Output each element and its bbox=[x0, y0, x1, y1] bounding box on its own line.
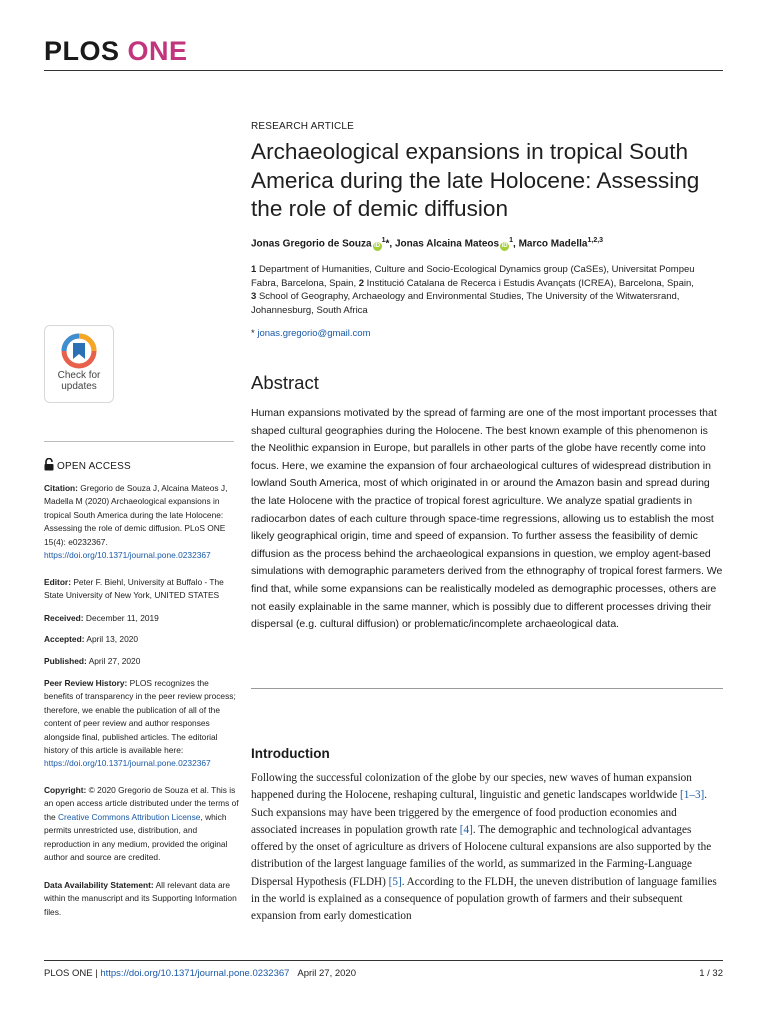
received-date: Received: December 11, 2019 bbox=[44, 613, 159, 623]
affiliations bbox=[251, 263, 723, 317]
footer-journal: PLOS ONE bbox=[44, 968, 93, 979]
corresponding-mark: * bbox=[385, 238, 390, 250]
journal-logo bbox=[44, 38, 188, 65]
author-name[interactable]: Marco Madella bbox=[518, 238, 588, 250]
check-updates-line1: Check for bbox=[57, 370, 101, 381]
article-title: Archaeological expansions in tropical South America during the late Holocene: Assessing the role of demic diffusion bbox=[251, 139, 700, 221]
editor-block: Editor: Peter F. Biehl, University at Buffalo - The State University of New York, UNITED STATES bbox=[44, 577, 224, 601]
citation-doi-link[interactable]: https://doi.org/10.1371/journal.pone.0232367 bbox=[44, 550, 211, 561]
abstract-divider bbox=[251, 688, 723, 689]
affil-num: 1 bbox=[251, 264, 257, 275]
author-name[interactable]: Jonas Gregorio de Souza bbox=[251, 238, 372, 250]
citation-block: Citation: Gregorio de Souza J, Alcaina Mateos J, Madella M (2020) Archaeological expansions in tropical South America during the late Holocene: Assessing the role of demic diffusion. PLoS ONE 15(4): e0232367. https://doi.org/10.1371/journal.pone.0232367 bbox=[44, 483, 228, 561]
reference-link[interactable]: [1–3] bbox=[680, 789, 705, 802]
license-link[interactable]: Creative Commons Attribution License bbox=[57, 811, 201, 822]
check-for-updates-badge[interactable] bbox=[44, 325, 114, 403]
abstract-text: Human expansions motivated by the spread of farming are one of the most important processes that shaped cultural geographies during the Holocene. The best known example of this phenomenon is the Neolithic expansion in Europe, but parallels in other parts of the globe have recently come into focus. Here, we examine the expansion of four archaeological cultures of widespread distribution in lowland South America, most of which originated in or around the Amazon basin and spread during the late Holocene with the practice of tropical forest agriculture. We analyze spatial gradients in radiocarbon dates of each culture through space-time regressions, allowing us to establish the most likely geographical origin, time and speed of expansion. To further assess the feasibility of demic diffusion as the process behind the archaeological expansions in question, we employ agent-based simulations with demographic parameters derived from the ethnography of tropical forest farmers. We find that, while some expansions can be realistically modeled as demographic processes, others are not easily explainable in the same manner, which is possibly due to different processes driving their dispersal (e.g. cultural diffusion) or problematic/incomplete archaeological data. bbox=[251, 407, 723, 631]
affil-text: Institució Catalana de Recerca i Estudis Avançats (ICREA), Barcelona, Spain, bbox=[366, 277, 694, 289]
footer-date: April 27, 2020 bbox=[297, 968, 356, 979]
header-divider bbox=[44, 70, 723, 71]
copyright-block: Copyright: © 2020 Gregorio de Souza et al. This is an open access article distributed under the terms of the Creative Commons Attribution License, which permits unrestricted use, distribution, and reproduction in any medium, provided the original author and source are credited. bbox=[44, 785, 239, 863]
accepted-date: Accepted: April 13, 2020 bbox=[44, 634, 139, 644]
footer-doi-link[interactable]: https://doi.org/10.1371/journal.pone.0232367 bbox=[100, 968, 290, 979]
open-lock-icon bbox=[44, 458, 54, 471]
affil-text: School of Geography, Archaeology and Environmental Studies, The University of the Witwatersrand, Johannesburg, South Africa bbox=[251, 291, 680, 316]
author-name[interactable]: Jonas Alcaina Mateos bbox=[394, 238, 500, 250]
peer-review-block: Peer Review History: PLOS recognizes the benefits of transparency in the peer review process; therefore, we enable the publication of all of the content of peer review and author responses alongside final, published articles. The editorial history of this article is available here: https://doi.org/10.1371/journal.pone.0232367 bbox=[44, 678, 236, 769]
open-access-label: OPEN ACCESS bbox=[44, 458, 131, 472]
author-affil-sup: 1 bbox=[381, 237, 386, 244]
author-list: Jonas Gregorio de Souza $iD^1*$, Jonas Alcaina Mateos $iD^1$, Marco Madella$^{1,2,3}$ bbox=[251, 237, 604, 250]
affil-num: 2 bbox=[358, 277, 365, 289]
peer-review-link[interactable]: https://doi.org/10.1371/journal.pone.0232367 bbox=[44, 758, 211, 769]
check-updates-icon bbox=[61, 333, 97, 369]
page-number: 1 / 32 bbox=[699, 968, 723, 979]
orcid-icon[interactable]: iD bbox=[501, 243, 508, 250]
introduction-text: Following the successful colonization of the globe by our species, new waves of human expansion happened during the Holocene, reshaping cultural, linguistic and genetic landscapes worldwide [1–3]. Such expansions may have been triggered by the emergence of food production economies and associated increases in population growth rate [4]. The demographic and technological advantages offered by the onset of agriculture as drivers of Holocene cultural expansions are also supported by the distribution of the largest language families of the world, as summarized in the Farming-Language Dispersal Hypothesis (FLDH) [5]. According to the FLDH, the uneven distribution of language families in the world is explained as a consequence of population growth of farmers and their subsequent expansion from early domestication bbox=[251, 772, 717, 923]
author-affil-sup: 1,2,3 bbox=[587, 237, 604, 244]
corresponding-author: * jonas.gregorio@gmail.com bbox=[251, 328, 371, 339]
orcid-icon[interactable]: iD bbox=[374, 243, 381, 250]
logo-plos: PLOS bbox=[44, 36, 120, 66]
affil-num: 3 bbox=[251, 291, 257, 303]
introduction-heading: Introduction bbox=[251, 746, 330, 761]
published-date: Published: April 27, 2020 bbox=[44, 656, 141, 666]
check-updates-line2: updates bbox=[61, 381, 97, 392]
footer: PLOS ONE | https://doi.org/10.1371/journal.pone.0232367 April 27, 2020 bbox=[44, 968, 356, 979]
data-availability-block: Data Availability Statement: All relevant data are within the manuscript and its Supporting Information files. bbox=[44, 880, 237, 917]
abstract-heading: Abstract bbox=[251, 372, 319, 393]
footer-divider bbox=[44, 960, 723, 961]
author-affil-sup: 1 bbox=[509, 237, 513, 244]
logo-one: ONE bbox=[127, 36, 188, 66]
reference-link[interactable]: [4] bbox=[459, 823, 473, 836]
affil-text: Department of Humanities, Culture and Socio-Ecological Dynamics group (CaSEs), Universitat Pompeu Fabra, Barcelona, Spain, bbox=[251, 264, 695, 289]
corresponding-email-link[interactable]: jonas.gregorio@gmail.com bbox=[257, 328, 371, 339]
reference-link[interactable]: [5] bbox=[388, 875, 402, 888]
sidebar-divider bbox=[44, 441, 234, 442]
article-type: RESEARCH ARTICLE bbox=[251, 121, 355, 132]
